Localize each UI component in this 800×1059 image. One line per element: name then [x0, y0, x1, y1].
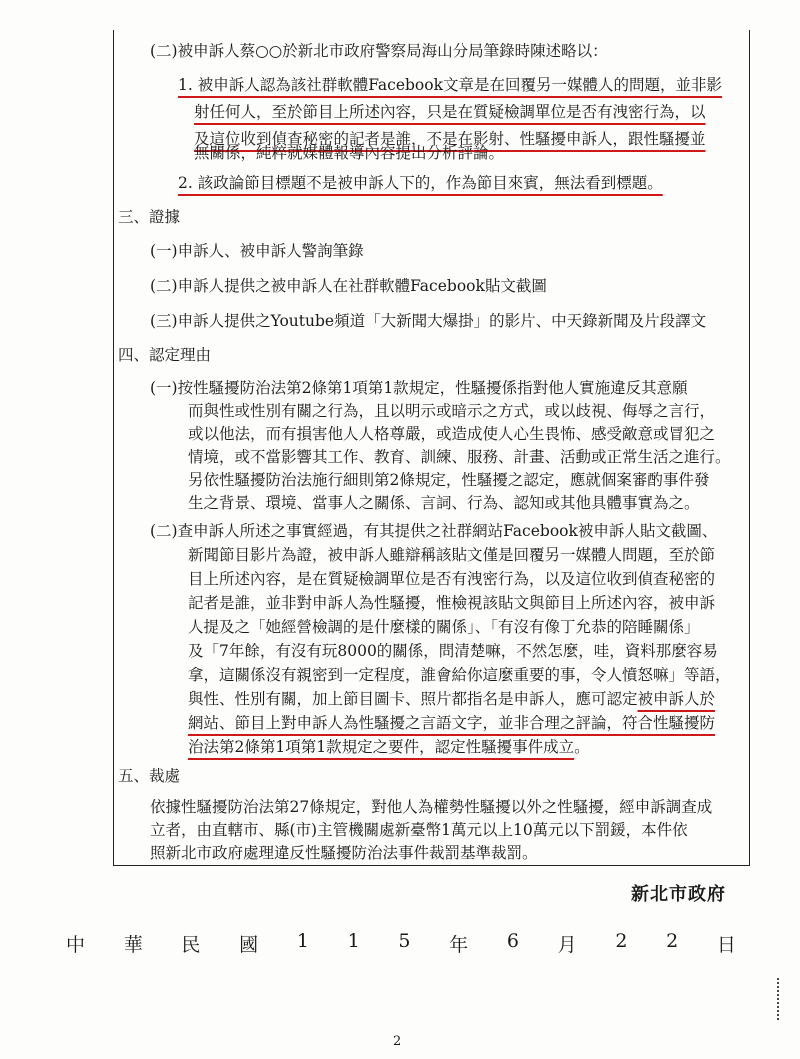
- reason-2-line-10: [188, 737, 590, 757]
- reason-1-line-3: 或以他法，而有損害他人人格尊嚴，或造成使人心生畏怖、感受敵意或冒犯之: [188, 425, 716, 443]
- reason-2-line-8-text: 與性、性別有關，加上節目圖卡、照片都指名是申訴人，應可認定: [188, 690, 638, 708]
- reason-1-line-1: (一)按性騷擾防治法第2條第1項第1款規定，性騷擾係指對他人實施違反其意願: [150, 379, 688, 397]
- date-char: 5: [398, 930, 411, 952]
- date-char: 1: [347, 930, 360, 952]
- reason-2-line-9-part-3: 符合性騷擾防: [622, 714, 716, 732]
- reason-1-line-2: 而與性或性別有關之行為，且以明示或暗示之方式，或以歧視、侮辱之言行，: [188, 402, 716, 420]
- date-char: 6: [506, 930, 519, 952]
- reason-2-line-8: [188, 689, 715, 709]
- section-penalty-heading: 五、裁處: [118, 767, 181, 785]
- reason-2-line-5: 人提及之「她經營檢調的是什麼樣的關係」、「有沒有像丁允恭的陪睡關係」: [188, 618, 700, 636]
- date-char: 2: [615, 930, 628, 952]
- section-reasons-heading: 四、認定理由: [118, 346, 212, 364]
- page-number: 2: [393, 1034, 402, 1049]
- date-char: 年: [449, 934, 469, 956]
- evidence-item-1: (一)申訴人、被申訴人警詢筆錄: [150, 242, 364, 260]
- evidence-item-2: (二)申訴人提供之被申訴人在社群軟體Facebook貼文截圖: [150, 277, 547, 295]
- reason-1-line-4: 情境，或不當影響其工作、教育、訓練、服務、計畫、活動或正常生活之進行。: [188, 448, 731, 466]
- reason-2-line-3: 目上所述內容，是在質疑檢調單位是否有洩密行為，以及這位收到偵查秘密的: [188, 570, 716, 588]
- issuer-signature: 新北市政府: [631, 884, 726, 905]
- evidence-item-3: (三)申訴人提供之Youtube頻道「大新聞大爆掛」的影片、中天錄新聞及片段譯文: [150, 312, 707, 330]
- statement-item-2: 2. 該政論節目標題不是被申訴人下的，作為節目來賓，無法看到標題。: [178, 174, 663, 192]
- statement-item-1-line-2: 射任何人，至於節目上所述內容，只是在質疑檢調單位是否有洩密行為，以: [194, 103, 706, 121]
- date-char: 月: [557, 934, 577, 956]
- reason-2-line-9-part-1: 網站、節目上對申訴人為性騷擾之言語文字，: [188, 714, 499, 732]
- penalty-line-1: 依據性騷擾防治法第27條規定，對他人為權勢性騷擾以外之性騷擾，經申訴調查成: [150, 798, 713, 816]
- reason-2-line-10-end: 。: [574, 738, 590, 756]
- statement-item-1-line-3: 及這位收到偵查秘密的記者是誰，不是在影射、性騷擾申訴人，跟性騷擾並: [194, 130, 706, 148]
- reason-1-line-5: 另依性騷擾防治法施行細則第2條規定，性騷擾之認定，應就個案審酌事件發: [188, 471, 710, 489]
- binding-margin-marks: [777, 978, 783, 1020]
- date-char: 中: [66, 934, 86, 956]
- date-char: 2: [666, 930, 679, 952]
- reason-2-line-9: [188, 713, 715, 733]
- statement-intro: (二)被申訴人蔡○○於新北市政府警察局海山分局筆錄時陳述略以：: [150, 42, 608, 60]
- reason-2-line-10-underlined: 治法第2條第1項第1款規定之要件，認定性騷擾事件成立: [188, 738, 575, 756]
- date-char: 日: [716, 934, 736, 956]
- reason-2-line-4: 記者是誰，並非對申訴人為性騷擾，惟檢視該貼文與節目上所述內容，被申訴: [188, 594, 716, 612]
- reason-2-line-2: 新聞節目影片為證，被申訴人雖辯稱該貼文僅是回覆另一媒體人問題，至於節: [188, 546, 716, 564]
- statement-item-1-line-4: 無關係，純粹就媒體報導內容提出分析評論。: [194, 144, 505, 162]
- reason-2-line-6: 及「7年餘，有沒有玩8000的關係，問清楚嘛，不然怎麼，哇，資料那麼容易: [188, 642, 718, 660]
- statement-item-1-line-1: 1. 被申訴人認為該社群軟體Facebook文章是在回覆另一媒體人的問題，並非影: [178, 76, 722, 94]
- section-evidence-heading: 三、證據: [118, 208, 181, 226]
- date-char: 1: [296, 930, 309, 952]
- date-char: 國: [239, 934, 259, 956]
- reason-2-line-9-part-2: 並非合理之評論，: [498, 714, 623, 732]
- reason-1-line-6: 生之背景、環境、當事人之關係、言詞、行為、認知或其他具體事實為之。: [188, 494, 700, 512]
- penalty-line-3: 照新北市政府處理違反性騷擾防治法事件裁罰基準裁罰。: [150, 844, 538, 862]
- date-char: 民: [181, 934, 201, 956]
- reason-2-line-1: (二)查申訴人所述之事實經過，有其提供之社群網站Facebook被申訴人貼文截圖、: [150, 522, 718, 540]
- penalty-line-2: 立者，由直轄市、縣(市)主管機關處新臺幣1萬元以上10萬元以下罰鍰，本件依: [150, 821, 688, 839]
- date-char: 華: [123, 934, 143, 956]
- reason-2-line-7: 拿，這關係沒有親密到一定程度，誰會給你這麼重要的事，令人憤怒嘛」等語，: [188, 666, 731, 684]
- reason-2-line-8-underlined: 被申訴人於: [637, 690, 716, 708]
- issue-date: [66, 930, 736, 957]
